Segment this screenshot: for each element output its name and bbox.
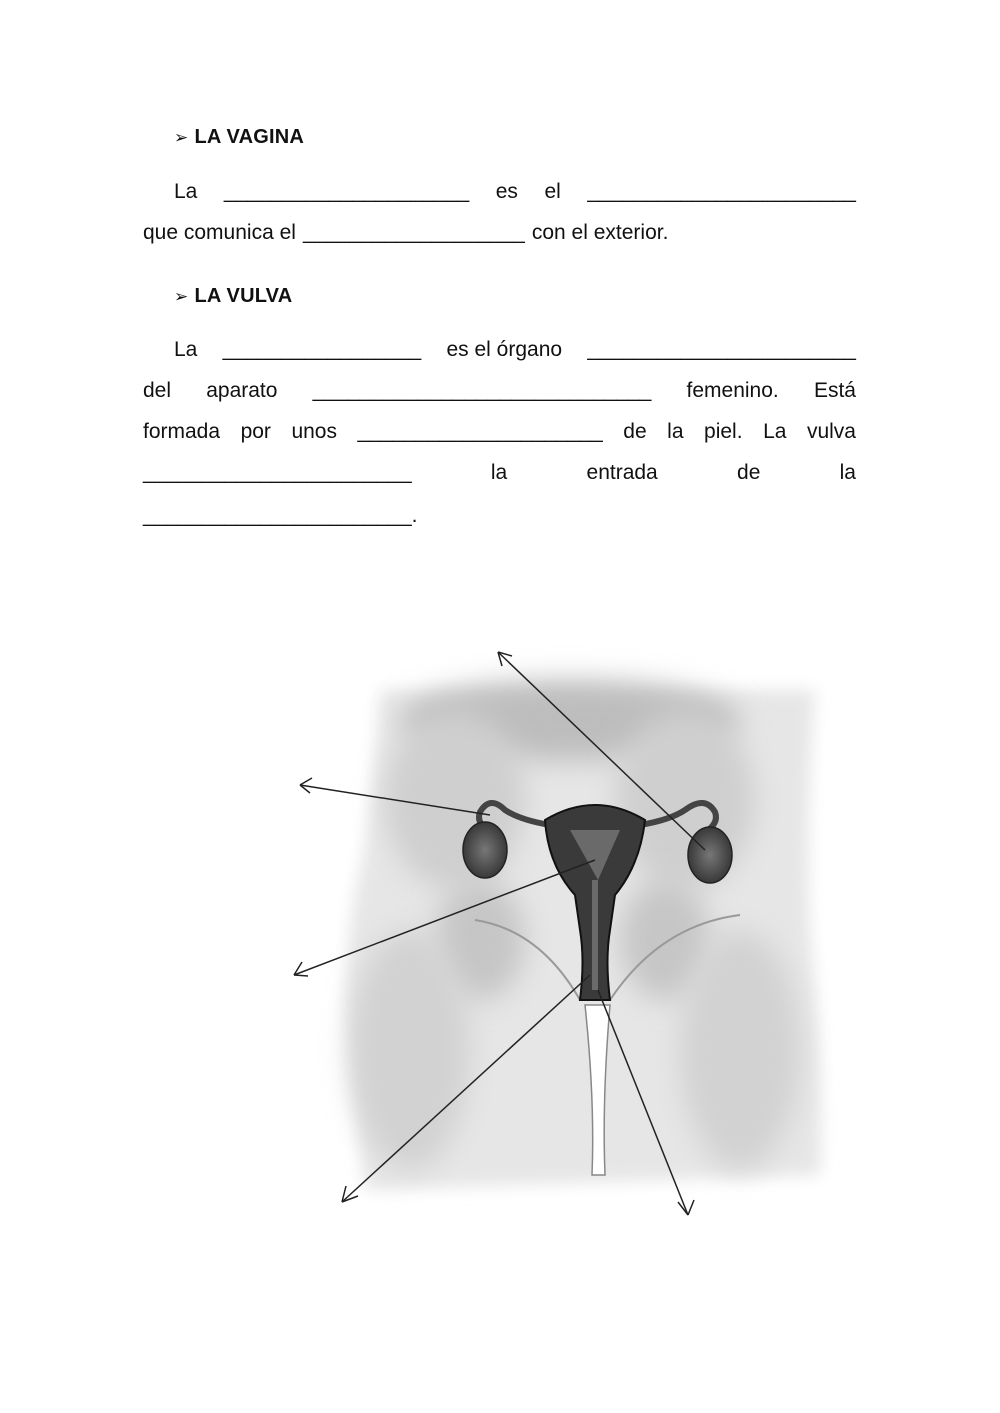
blank-field[interactable]: _____________________ <box>223 180 470 203</box>
text-fragment: la <box>490 461 508 484</box>
blank-field[interactable]: _________________ <box>222 338 422 361</box>
blank-field[interactable]: _______________________ <box>587 338 856 361</box>
vulva-line-4 <box>143 461 856 485</box>
section-heading-vulva: ➢ LA VULVA <box>174 285 293 307</box>
text-fragment: formada <box>143 420 221 443</box>
text-fragment: la <box>839 461 856 484</box>
text-fragment: el <box>544 180 561 203</box>
blank-field[interactable]: ___________________ <box>302 221 525 244</box>
section-heading-vagina: ➢ LA VAGINA <box>174 126 305 148</box>
text-fragment: piel. <box>704 420 743 443</box>
text-fragment: entrada <box>586 461 658 484</box>
text-fragment: es el órgano <box>446 338 563 361</box>
text-fragment: Está <box>813 379 856 402</box>
blank-field[interactable]: _______________________. <box>143 504 418 527</box>
text-fragment: la <box>667 420 684 443</box>
vulva-line-5 <box>143 504 856 528</box>
vagina-line-1 <box>174 180 856 204</box>
text-fragment: unos <box>291 420 337 443</box>
text-fragment: del <box>143 379 172 402</box>
text-fragment: de <box>623 420 647 443</box>
text-fragment: La <box>763 420 787 443</box>
arrowhead-bullet-icon: ➢ <box>174 287 189 306</box>
vulva-line-1 <box>174 338 856 362</box>
blank-field[interactable]: _______________________ <box>143 461 412 484</box>
text-fragment: vulva <box>806 420 856 443</box>
text-fragment: de <box>737 461 761 484</box>
arrowhead-bullet-icon: ➢ <box>174 128 189 147</box>
vulva-line-3 <box>143 420 856 444</box>
text-fragment: aparato <box>206 379 278 402</box>
text-fragment: con el exterior. <box>531 221 669 244</box>
text-fragment: es <box>495 180 518 203</box>
text-fragment: que comunica el <box>143 221 296 244</box>
blank-field[interactable]: _____________________________ <box>312 379 652 402</box>
vagina-line-2 <box>143 221 856 245</box>
text-fragment: por <box>240 420 271 443</box>
blank-field[interactable]: _______________________ <box>587 180 856 203</box>
text-fragment: La <box>174 338 198 361</box>
vulva-line-2 <box>143 379 856 403</box>
blank-field[interactable]: _____________________ <box>357 420 603 443</box>
text-fragment: La <box>174 180 198 203</box>
text-fragment: femenino. <box>686 379 779 402</box>
female-reproductive-system-diagram <box>280 630 860 1230</box>
